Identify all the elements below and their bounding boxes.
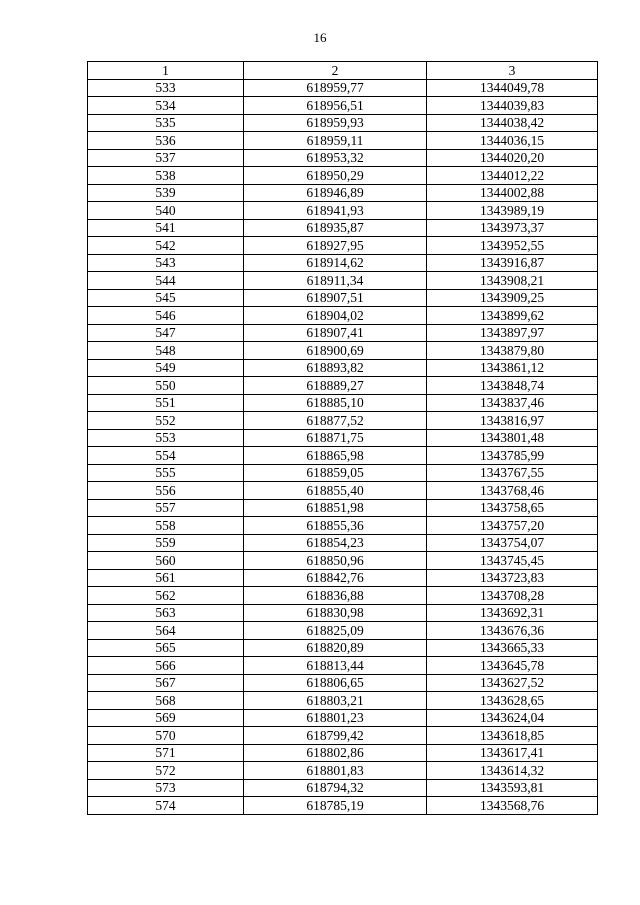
table-row xyxy=(88,569,598,587)
table-row xyxy=(88,342,598,360)
point-number-cell: 538 xyxy=(88,167,244,185)
x-coordinate-cell: 618911,34 xyxy=(244,272,427,290)
point-number-cell: 571 xyxy=(88,744,244,762)
y-coordinate-cell: 1343628,65 xyxy=(427,692,598,710)
point-number-cell: 554 xyxy=(88,447,244,465)
table-row xyxy=(88,114,598,132)
x-coordinate-cell: 618855,40 xyxy=(244,482,427,500)
point-number-cell: 568 xyxy=(88,692,244,710)
table-row xyxy=(88,709,598,727)
y-coordinate-cell: 1343593,81 xyxy=(427,779,598,797)
y-coordinate-cell: 1344002,88 xyxy=(427,184,598,202)
x-coordinate-cell: 618830,98 xyxy=(244,604,427,622)
x-coordinate-cell: 618959,11 xyxy=(244,132,427,150)
point-number-cell: 544 xyxy=(88,272,244,290)
table-row xyxy=(88,517,598,535)
y-coordinate-cell: 1343692,31 xyxy=(427,604,598,622)
x-coordinate-cell: 618877,52 xyxy=(244,412,427,430)
point-number-cell: 573 xyxy=(88,779,244,797)
x-coordinate-cell: 618842,76 xyxy=(244,569,427,587)
table-row xyxy=(88,604,598,622)
x-coordinate-cell: 618813,44 xyxy=(244,657,427,675)
y-coordinate-cell: 1343624,04 xyxy=(427,709,598,727)
table-row xyxy=(88,167,598,185)
x-coordinate-cell: 618904,02 xyxy=(244,307,427,325)
table-row xyxy=(88,202,598,220)
point-number-cell: 551 xyxy=(88,394,244,412)
y-coordinate-cell: 1343816,97 xyxy=(427,412,598,430)
table-row xyxy=(88,779,598,797)
table-row xyxy=(88,219,598,237)
point-number-cell: 570 xyxy=(88,727,244,745)
y-coordinate-cell: 1343899,62 xyxy=(427,307,598,325)
point-number-cell: 569 xyxy=(88,709,244,727)
x-coordinate-cell: 618907,51 xyxy=(244,289,427,307)
y-coordinate-cell: 1343767,55 xyxy=(427,464,598,482)
y-coordinate-cell: 1343908,21 xyxy=(427,272,598,290)
x-coordinate-cell: 618801,23 xyxy=(244,709,427,727)
y-coordinate-cell: 1343708,28 xyxy=(427,587,598,605)
x-coordinate-cell: 618959,93 xyxy=(244,114,427,132)
x-coordinate-cell: 618889,27 xyxy=(244,377,427,395)
y-coordinate-cell: 1343568,76 xyxy=(427,797,598,815)
point-number-cell: 552 xyxy=(88,412,244,430)
point-number-cell: 555 xyxy=(88,464,244,482)
table-row xyxy=(88,797,598,815)
y-coordinate-cell: 1343916,87 xyxy=(427,254,598,272)
x-coordinate-cell: 618950,29 xyxy=(244,167,427,185)
point-number-cell: 540 xyxy=(88,202,244,220)
x-coordinate-cell: 618836,88 xyxy=(244,587,427,605)
table-row xyxy=(88,149,598,167)
x-coordinate-cell: 618927,95 xyxy=(244,237,427,255)
table-row xyxy=(88,272,598,290)
point-number-cell: 535 xyxy=(88,114,244,132)
table-row xyxy=(88,744,598,762)
point-number-cell: 560 xyxy=(88,552,244,570)
x-coordinate-cell: 618802,86 xyxy=(244,744,427,762)
y-coordinate-cell: 1343848,74 xyxy=(427,377,598,395)
table-row xyxy=(88,184,598,202)
point-number-cell: 549 xyxy=(88,359,244,377)
x-coordinate-cell: 618914,62 xyxy=(244,254,427,272)
point-number-cell: 572 xyxy=(88,762,244,780)
x-coordinate-cell: 618871,75 xyxy=(244,429,427,447)
x-coordinate-cell: 618935,87 xyxy=(244,219,427,237)
table-row xyxy=(88,464,598,482)
table-row xyxy=(88,692,598,710)
y-coordinate-cell: 1344038,42 xyxy=(427,114,598,132)
table-row xyxy=(88,639,598,657)
y-coordinate-cell: 1343617,41 xyxy=(427,744,598,762)
point-number-cell: 563 xyxy=(88,604,244,622)
point-number-cell: 543 xyxy=(88,254,244,272)
y-coordinate-cell: 1343801,48 xyxy=(427,429,598,447)
x-coordinate-cell: 618907,41 xyxy=(244,324,427,342)
y-coordinate-cell: 1343909,25 xyxy=(427,289,598,307)
y-coordinate-cell: 1343861,12 xyxy=(427,359,598,377)
y-coordinate-cell: 1343837,46 xyxy=(427,394,598,412)
coordinates-table xyxy=(87,61,598,815)
table-row xyxy=(88,79,598,97)
x-coordinate-cell: 618825,09 xyxy=(244,622,427,640)
point-number-cell: 541 xyxy=(88,219,244,237)
x-coordinate-cell: 618865,98 xyxy=(244,447,427,465)
point-number-cell: 567 xyxy=(88,674,244,692)
x-coordinate-cell: 618956,51 xyxy=(244,97,427,115)
point-number-cell: 553 xyxy=(88,429,244,447)
point-number-cell: 559 xyxy=(88,534,244,552)
point-number-cell: 561 xyxy=(88,569,244,587)
x-coordinate-cell: 618850,96 xyxy=(244,552,427,570)
table-row xyxy=(88,727,598,745)
table-header xyxy=(88,62,598,80)
y-coordinate-cell: 1343614,32 xyxy=(427,762,598,780)
point-number-cell: 558 xyxy=(88,517,244,535)
table-row xyxy=(88,359,598,377)
x-coordinate-cell: 618953,32 xyxy=(244,149,427,167)
point-number-cell: 548 xyxy=(88,342,244,360)
x-coordinate-cell: 618946,89 xyxy=(244,184,427,202)
table-row xyxy=(88,394,598,412)
y-coordinate-cell: 1343618,85 xyxy=(427,727,598,745)
point-number-cell: 547 xyxy=(88,324,244,342)
y-coordinate-cell: 1343989,19 xyxy=(427,202,598,220)
point-number-cell: 557 xyxy=(88,499,244,517)
x-coordinate-cell: 618941,93 xyxy=(244,202,427,220)
table-row xyxy=(88,289,598,307)
table-row xyxy=(88,762,598,780)
table-row xyxy=(88,499,598,517)
point-number-cell: 566 xyxy=(88,657,244,675)
x-coordinate-cell: 618855,36 xyxy=(244,517,427,535)
y-coordinate-cell: 1344036,15 xyxy=(427,132,598,150)
y-coordinate-cell: 1343897,97 xyxy=(427,324,598,342)
x-coordinate-cell: 618851,98 xyxy=(244,499,427,517)
x-coordinate-cell: 618893,82 xyxy=(244,359,427,377)
point-number-cell: 564 xyxy=(88,622,244,640)
y-coordinate-cell: 1343676,36 xyxy=(427,622,598,640)
y-coordinate-cell: 1343758,65 xyxy=(427,499,598,517)
x-coordinate-cell: 618801,83 xyxy=(244,762,427,780)
table-row xyxy=(88,324,598,342)
table-row xyxy=(88,482,598,500)
table-row xyxy=(88,254,598,272)
x-coordinate-cell: 618900,69 xyxy=(244,342,427,360)
point-number-cell: 537 xyxy=(88,149,244,167)
table-row xyxy=(88,132,598,150)
point-number-cell: 565 xyxy=(88,639,244,657)
table-row xyxy=(88,622,598,640)
x-coordinate-cell: 618803,21 xyxy=(244,692,427,710)
y-coordinate-cell: 1343768,46 xyxy=(427,482,598,500)
x-coordinate-cell: 618854,23 xyxy=(244,534,427,552)
y-coordinate-cell: 1343952,55 xyxy=(427,237,598,255)
x-coordinate-cell: 618885,10 xyxy=(244,394,427,412)
y-coordinate-cell: 1343879,80 xyxy=(427,342,598,360)
y-coordinate-cell: 1344012,22 xyxy=(427,167,598,185)
point-number-cell: 534 xyxy=(88,97,244,115)
header-row xyxy=(88,62,598,80)
y-coordinate-cell: 1343754,07 xyxy=(427,534,598,552)
x-coordinate-cell: 618859,05 xyxy=(244,464,427,482)
y-coordinate-cell: 1343973,37 xyxy=(427,219,598,237)
x-coordinate-cell: 618794,32 xyxy=(244,779,427,797)
table-row xyxy=(88,674,598,692)
table-row xyxy=(88,447,598,465)
point-number-cell: 550 xyxy=(88,377,244,395)
point-number-cell: 545 xyxy=(88,289,244,307)
y-coordinate-cell: 1343665,33 xyxy=(427,639,598,657)
point-number-cell: 546 xyxy=(88,307,244,325)
page-number: 16 xyxy=(313,30,327,45)
y-coordinate-cell: 1344049,78 xyxy=(427,79,598,97)
table-row xyxy=(88,657,598,675)
point-number-cell: 542 xyxy=(88,237,244,255)
table-row xyxy=(88,97,598,115)
x-coordinate-cell: 618806,65 xyxy=(244,674,427,692)
table-row xyxy=(88,412,598,430)
table-row xyxy=(88,552,598,570)
point-number-cell: 556 xyxy=(88,482,244,500)
point-number-cell: 574 xyxy=(88,797,244,815)
y-coordinate-cell: 1343627,52 xyxy=(427,674,598,692)
x-coordinate-cell: 618799,42 xyxy=(244,727,427,745)
y-coordinate-cell: 1343645,78 xyxy=(427,657,598,675)
point-number-cell: 539 xyxy=(88,184,244,202)
y-coordinate-cell: 1344039,83 xyxy=(427,97,598,115)
y-coordinate-cell: 1343723,83 xyxy=(427,569,598,587)
table-row xyxy=(88,307,598,325)
table-row xyxy=(88,429,598,447)
y-coordinate-cell: 1343785,99 xyxy=(427,447,598,465)
x-coordinate-cell: 618820,89 xyxy=(244,639,427,657)
y-coordinate-cell: 1343745,45 xyxy=(427,552,598,570)
table-row xyxy=(88,534,598,552)
point-number-cell: 562 xyxy=(88,587,244,605)
y-coordinate-cell: 1344020,20 xyxy=(427,149,598,167)
column-header-1: 1 xyxy=(88,62,244,80)
point-number-cell: 533 xyxy=(88,79,244,97)
x-coordinate-cell: 618959,77 xyxy=(244,79,427,97)
table-row xyxy=(88,237,598,255)
table-row xyxy=(88,587,598,605)
point-number-cell: 536 xyxy=(88,132,244,150)
column-header-3: 3 xyxy=(427,62,598,80)
column-header-2: 2 xyxy=(244,62,427,80)
x-coordinate-cell: 618785,19 xyxy=(244,797,427,815)
table-row xyxy=(88,377,598,395)
y-coordinate-cell: 1343757,20 xyxy=(427,517,598,535)
table-body xyxy=(88,79,598,814)
